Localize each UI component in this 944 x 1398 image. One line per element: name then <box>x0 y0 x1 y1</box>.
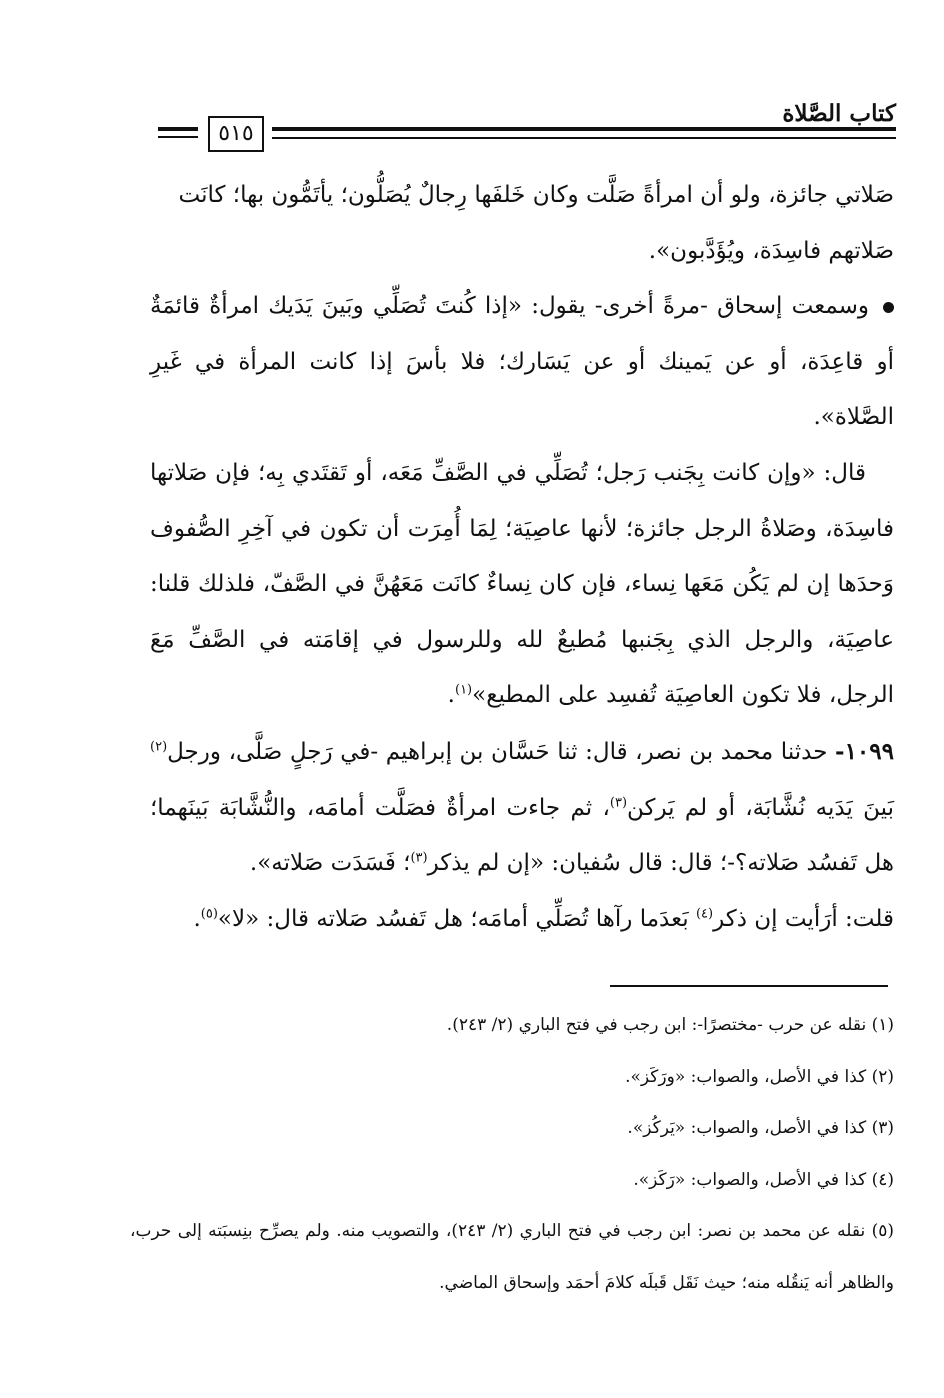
bullet-icon <box>883 302 894 313</box>
paragraph-4 <box>150 724 894 892</box>
footnote-ref: (١) <box>454 682 473 698</box>
page-number: ٥١٥ <box>208 116 264 152</box>
hadith-number: ١٠٩٩- <box>835 737 894 765</box>
paragraph-4-text-a: حدثنا محمد بن نصر، قال: ثنا حَسَّان بن إبراهيم -في رَجلٍ صَلَّى، ورجل <box>167 738 836 765</box>
footnote-2: (٢) كذا في الأصل، والصواب: «ورَكَز». <box>625 1066 894 1087</box>
paragraph-5-text-a: قلت: أرَأيت إن ذكر <box>713 905 894 932</box>
paragraph-4-text-c: ، ثم جاءت امرأةٌ فصَلَّت أمامَه، والنُّشَّابَة بَينَهما؛ هل تَفسُد صَلاته؟-؛ قال: قال سُفيان: «إن لم يذكر <box>150 794 894 877</box>
paragraph-1-line-2: صَلاتهم فاسِدَة، ويُؤَدَّبون». <box>648 237 894 264</box>
main-text <box>150 168 894 947</box>
footnote-ref: (٥) <box>200 906 218 922</box>
header-rule-right-thin <box>272 137 896 139</box>
paragraph-5-text-c: . <box>193 905 201 932</box>
paragraph-2 <box>150 279 894 446</box>
paragraph-2-text: وسمعت إسحاق -مرةً أخرى- يقول: «إذا كُنتَ تُصَلِّي وبَينَ يَدَيك امرأةٌ قائمَةٌ أو قاعِدَة، أو عن يَمينك أو عن يَسَارك؛ فلا بأسَ إذا كانت المرأة في غَيرِ الصَّلاة». <box>150 293 894 431</box>
paragraph-5-text-b: بَعدَما رآها تُصَلِّي أمامَه؛ هل تَفسُد صَلاته قال: «لا» <box>217 905 696 932</box>
paragraph-1-line-1: صَلاتي جائزة، ولو أن امرأةً صَلَّت وكان خَلفَها رِجالٌ يُصَلُّون؛ يأتَمُّون بها؛ كانَت <box>178 182 894 208</box>
footnote-3: (٣) كذا في الأصل، والصواب: «يَركُز». <box>627 1118 894 1138</box>
footnotes <box>130 1000 894 1309</box>
footnote-4: (٤) كذا في الأصل، والصواب: «رَكَز». <box>633 1169 894 1190</box>
header-rule-left <box>158 127 198 131</box>
chapter-title: كتاب الصَّلاة <box>782 100 896 127</box>
footnote-ref: (٢) <box>150 739 168 755</box>
header-rule-left-thin <box>158 136 198 138</box>
footnote-divider <box>610 985 888 987</box>
footnote-5: (٥) نقله عن محمد بن نصر: ابن رجب في فتح الباري (٢/ ٢٤٣)، والتصويب منه. ولم يصرِّح بنِسبَته إلى حرب، والظاهر أنه يَنقُله منه؛ حيث نَقَل قَبلَه كلامَ أحمَد وإسحاق الماضي. <box>130 1221 894 1293</box>
footnote-ref: (٣) <box>410 850 428 866</box>
footnote-ref: (٣) <box>609 794 628 810</box>
footnote-ref: (٤) <box>695 906 714 922</box>
paragraph-5 <box>150 892 894 948</box>
paragraph-4-text-b: بَينَ يَدَيه نُشَّابَة، أو لم يَركن <box>627 794 894 821</box>
footnote-1: (١) نقله عن حرب -مختصرًا-: ابن رجب في فتح الباري (٢/ ٢٤٣). <box>446 1015 894 1035</box>
paragraph-3: قال: «وإن كانت بِجَنب رَجل؛ تُصَلِّي في الصَّفِّ مَعَه، أو تَقتَدي بِه؛ فإن صَلاتها فاسِدَة، وصَلاةُ الرجل جائزة؛ لأنها عاصِيَة؛ لِمَا أُمِرَت أن تكون في آخِرِ الصُّفوف وَحدَها إن لم يَكُن مَعَها نِساء، فإن كان نِساءٌ كانَت مَعَهُنَّ في الصَّفّ، فلذلك قلنا: عاصِيَة، والرجل الذي بِجَنبها مُطيعٌ لله وللرسول في إقامَته في الصَّفِّ مَعَ الرجل، فلا تكون العاصِيَة تُفسِد على المطيع»$^{(١)}$. <box>150 459 894 709</box>
header-rule-right <box>272 127 896 131</box>
paragraph-3-text: قال: «وإن كانت بِجَنب رَجل؛ تُصَلِّي في الصَّفِّ مَعَه، أو تَقتَدي بِه؛ فإن صَلاتها فاسِدَة، وصَلاةُ الرجل جائزة؛ لأنها عاصِيَة؛ لِمَا أُمِرَت أن تكون في آخِرِ الصُّفوف وَحدَها إن لم يَكُن مَعَها نِساء، فإن كان نِساءٌ كانَت مَعَهُنَّ في الصَّفّ، فلذلك قلنا: عاصِيَة، والرجل الذي بِجَنبها مُطيعٌ لله وللرسول في إقامَته في الصَّفِّ مَعَ الرجل، فلا تكون العاصِيَة تُفسِد على المطيع» <box>150 459 894 709</box>
paragraph-4-text-d: ؛ فَسَدَت صَلاته». <box>249 850 411 877</box>
